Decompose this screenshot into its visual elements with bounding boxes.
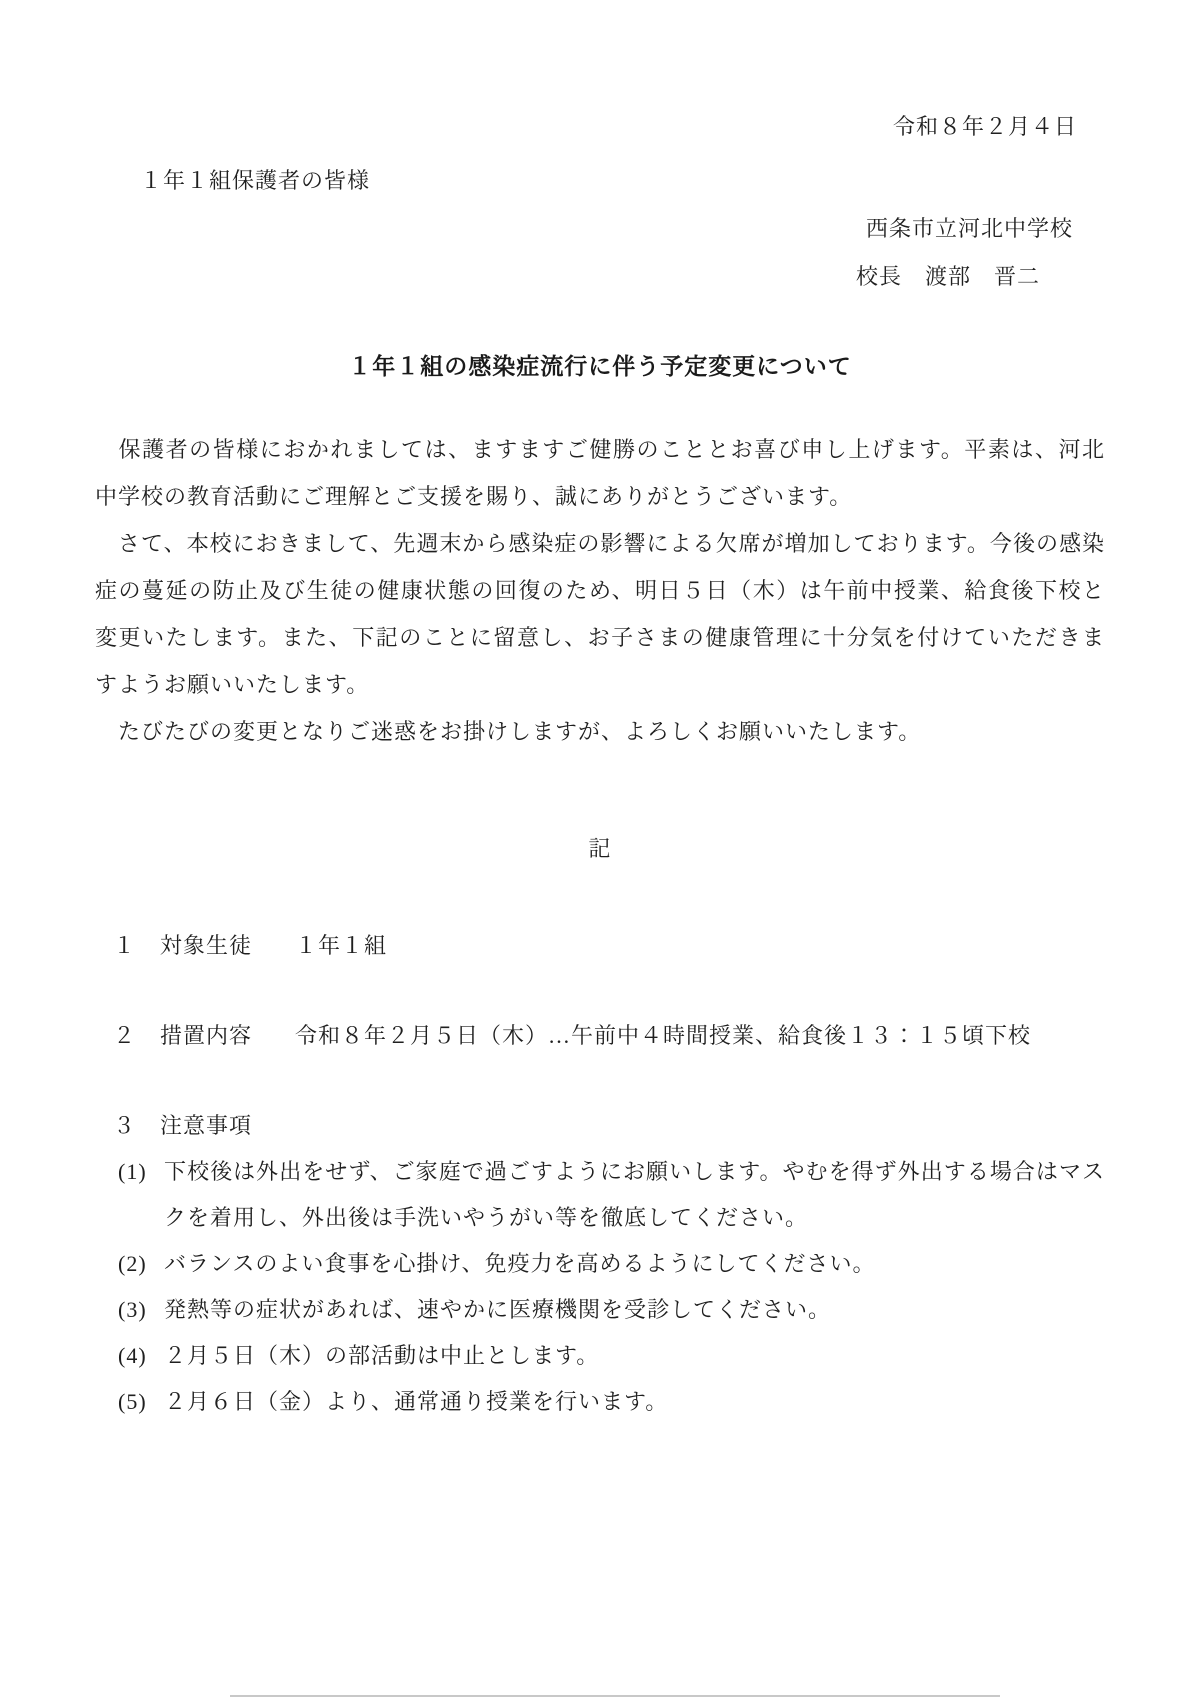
note-club-cancelled (118, 1333, 1105, 1379)
sender-principal-name: 校長 渡部 晋二 (855, 264, 1040, 289)
note-text: 下校後は外出をせず、ご家庭で過ごすようにお願いします。やむを得ず外出する場合はマスクを着用し、外出後は手洗いやうがい等を徹底してください。 (164, 1159, 1105, 1230)
document-date: 令和８年２月４日 (892, 114, 1077, 139)
document-title: １年１組の感染症流行に伴う予定変更について (348, 353, 852, 379)
item-measures (113, 1012, 1200, 1059)
item-content: １年１組 (295, 933, 388, 958)
record-marker: 記 (588, 836, 612, 861)
note-balanced-diet (118, 1241, 1105, 1287)
item-number: １ (113, 933, 137, 958)
item-content: 令和８年２月５日（木）…午前中４時間授業、給食後１３：１５頃下校 (295, 1023, 1032, 1048)
note-stay-home (118, 1149, 1105, 1241)
note-text: 発熱等の症状があれば、速やかに医療機関を受診してください。 (164, 1297, 832, 1322)
note-marker: (4) (118, 1343, 147, 1368)
item-precautions (113, 1102, 1200, 1149)
numbered-items-list (113, 922, 1200, 1149)
addressee-line: １年１組保護者の皆様 (140, 168, 371, 193)
note-marker: (3) (118, 1297, 147, 1322)
body-text (95, 426, 1105, 755)
body-paragraph-closing: たびたびの変更となりご迷惑をお掛けしますが、よろしくお願いいたします。 (95, 719, 922, 744)
note-see-doctor (118, 1287, 1105, 1333)
item-label: 注意事項 (160, 1113, 253, 1138)
note-marker: (2) (118, 1251, 147, 1276)
note-text: ２月５日（木）の部活動は中止とします。 (164, 1343, 600, 1368)
note-text: ２月６日（金）より、通常通り授業を行います。 (164, 1389, 669, 1414)
note-normal-classes-resume (118, 1379, 1105, 1425)
precaution-notes-list (118, 1149, 1105, 1425)
item-label: 措置内容 (160, 1023, 253, 1048)
item-label: 対象生徒 (160, 933, 253, 958)
note-marker: (1) (118, 1159, 147, 1184)
item-number: ３ (113, 1113, 137, 1138)
body-paragraph-greeting: 保護者の皆様におかれましては、ますますご健勝のこととお喜び申し上げます。平素は、河北中学校の教育活動にご理解とご支援を賜り、誠にありがとうございます。 (95, 437, 1105, 509)
body-paragraph-main: さて、本校におきまして、先週末から感染症の影響による欠席が増加しております。今後の感染症の蔓延の防止及び生徒の健康状態の回復のため、明日５日（木）は午前中授業、給食後下校と変更いたします。また、下記のことに留意し、お子さまの健康管理に十分気を付けていただきますようお願いいたします。 (95, 531, 1105, 697)
note-text: バランスのよい食事を心掛け、免疫力を高めるようにしてください。 (164, 1251, 876, 1276)
sender-school-name: 西条市立河北中学校 (865, 216, 1073, 241)
note-marker: (5) (118, 1389, 147, 1414)
item-number: ２ (113, 1023, 137, 1048)
item-target-students (113, 922, 1200, 969)
